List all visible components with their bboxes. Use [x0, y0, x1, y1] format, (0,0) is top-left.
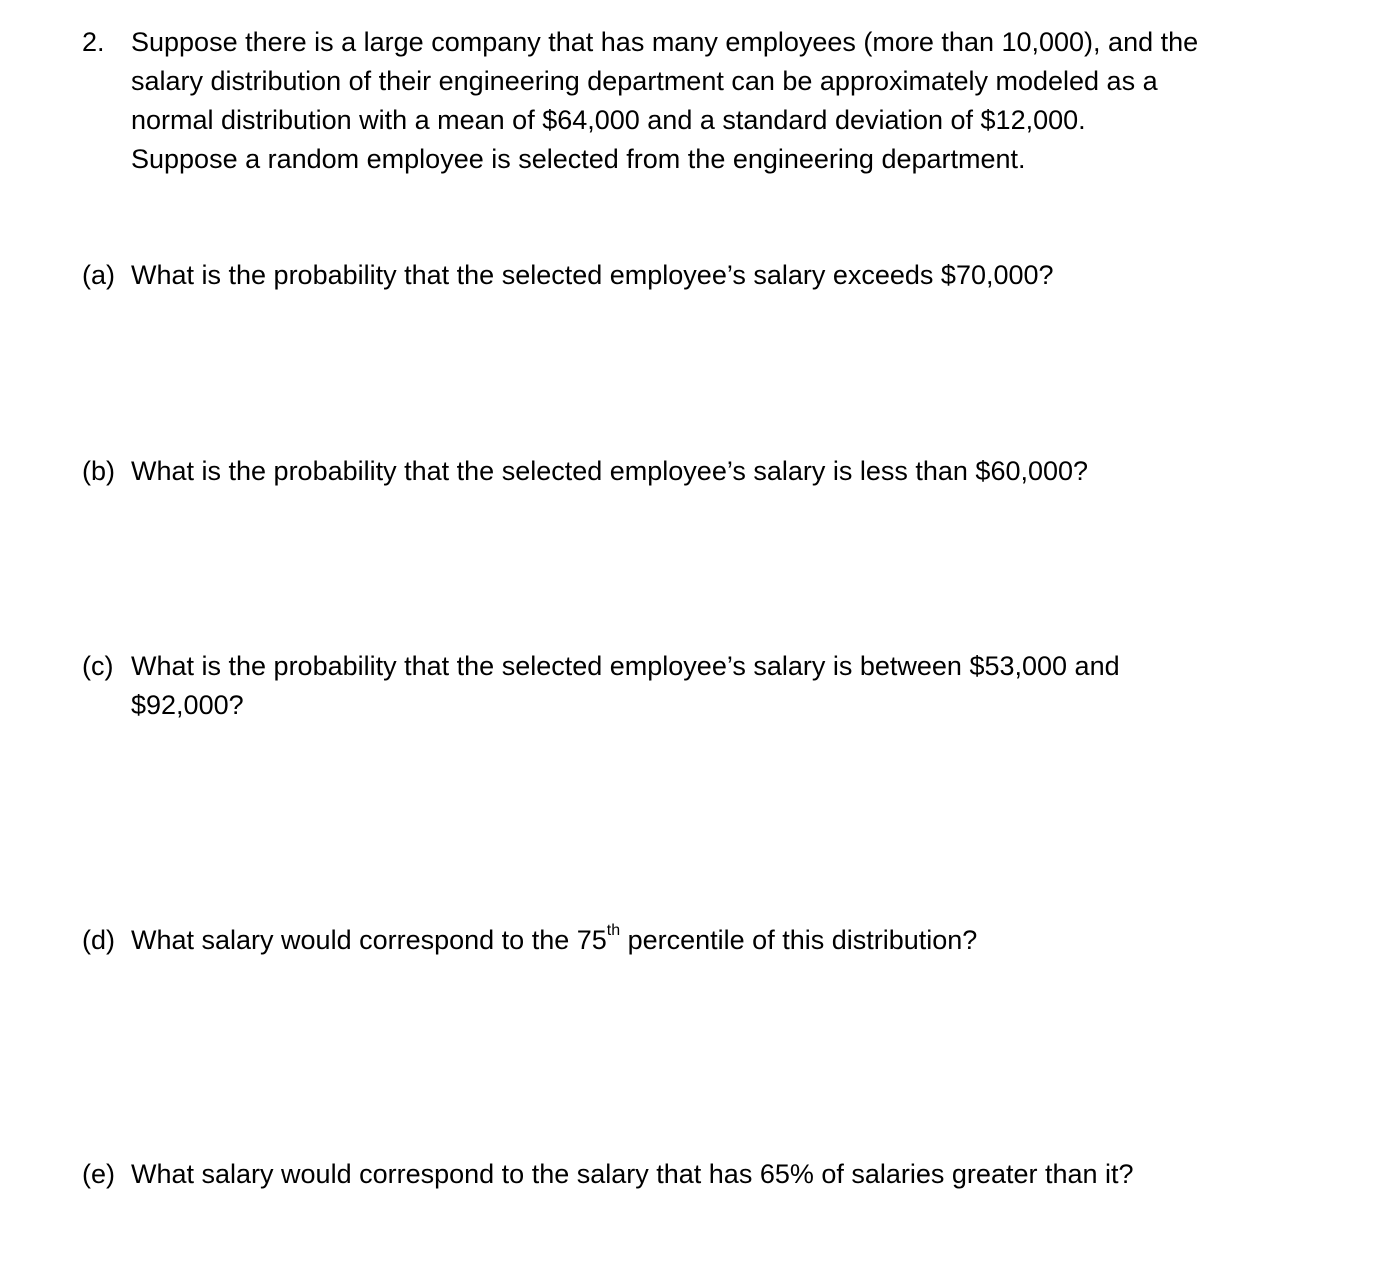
- problem-line: Suppose there is a large company that has many employees (more than 10,000), and the: [131, 27, 1199, 57]
- problem-statement: [82, 23, 1332, 179]
- question-part-d: [82, 921, 1332, 960]
- part-line: What is the probability that the selected employee’s salary is between $53,000 and: [131, 651, 1120, 681]
- question-part-c: [82, 647, 1332, 725]
- part-label: (d): [82, 925, 115, 955]
- part-label: (b): [82, 456, 115, 486]
- part-label: (a): [82, 260, 115, 290]
- part-text-before: What salary would correspond to the 75: [131, 925, 607, 955]
- part-text: [131, 256, 1332, 295]
- problem-line: normal distribution with a mean of $64,000 and a standard deviation of $12,000.: [131, 105, 1086, 135]
- part-text: [131, 452, 1332, 491]
- problem-line: Suppose a random employee is selected from the engineering department.: [131, 144, 1026, 174]
- ordinal-superscript: th: [606, 922, 621, 939]
- part-label: (e): [82, 1159, 115, 1189]
- part-line: What is the probability that the selected employee’s salary is less than $60,000?: [131, 456, 1089, 486]
- part-text: [131, 921, 1332, 960]
- question-part-a: [82, 256, 1332, 295]
- part-line: What salary would correspond to the salary that has 65% of salaries greater than it?: [131, 1159, 1134, 1189]
- question-part-e: [82, 1155, 1332, 1194]
- problem-text: [131, 23, 1332, 179]
- question-part-b: [82, 452, 1332, 491]
- part-text: [131, 647, 1332, 725]
- part-line: [131, 921, 1332, 960]
- problem-line: salary distribution of their engineering department can be approximately modeled as a: [131, 66, 1158, 96]
- problem-number: 2.: [82, 27, 105, 57]
- part-line: $92,000?: [131, 690, 244, 720]
- part-text-after: percentile of this distribution?: [620, 925, 978, 955]
- part-label: (c): [82, 651, 114, 681]
- part-text: [131, 1155, 1332, 1194]
- part-line: What is the probability that the selected employee’s salary exceeds $70,000?: [131, 260, 1054, 290]
